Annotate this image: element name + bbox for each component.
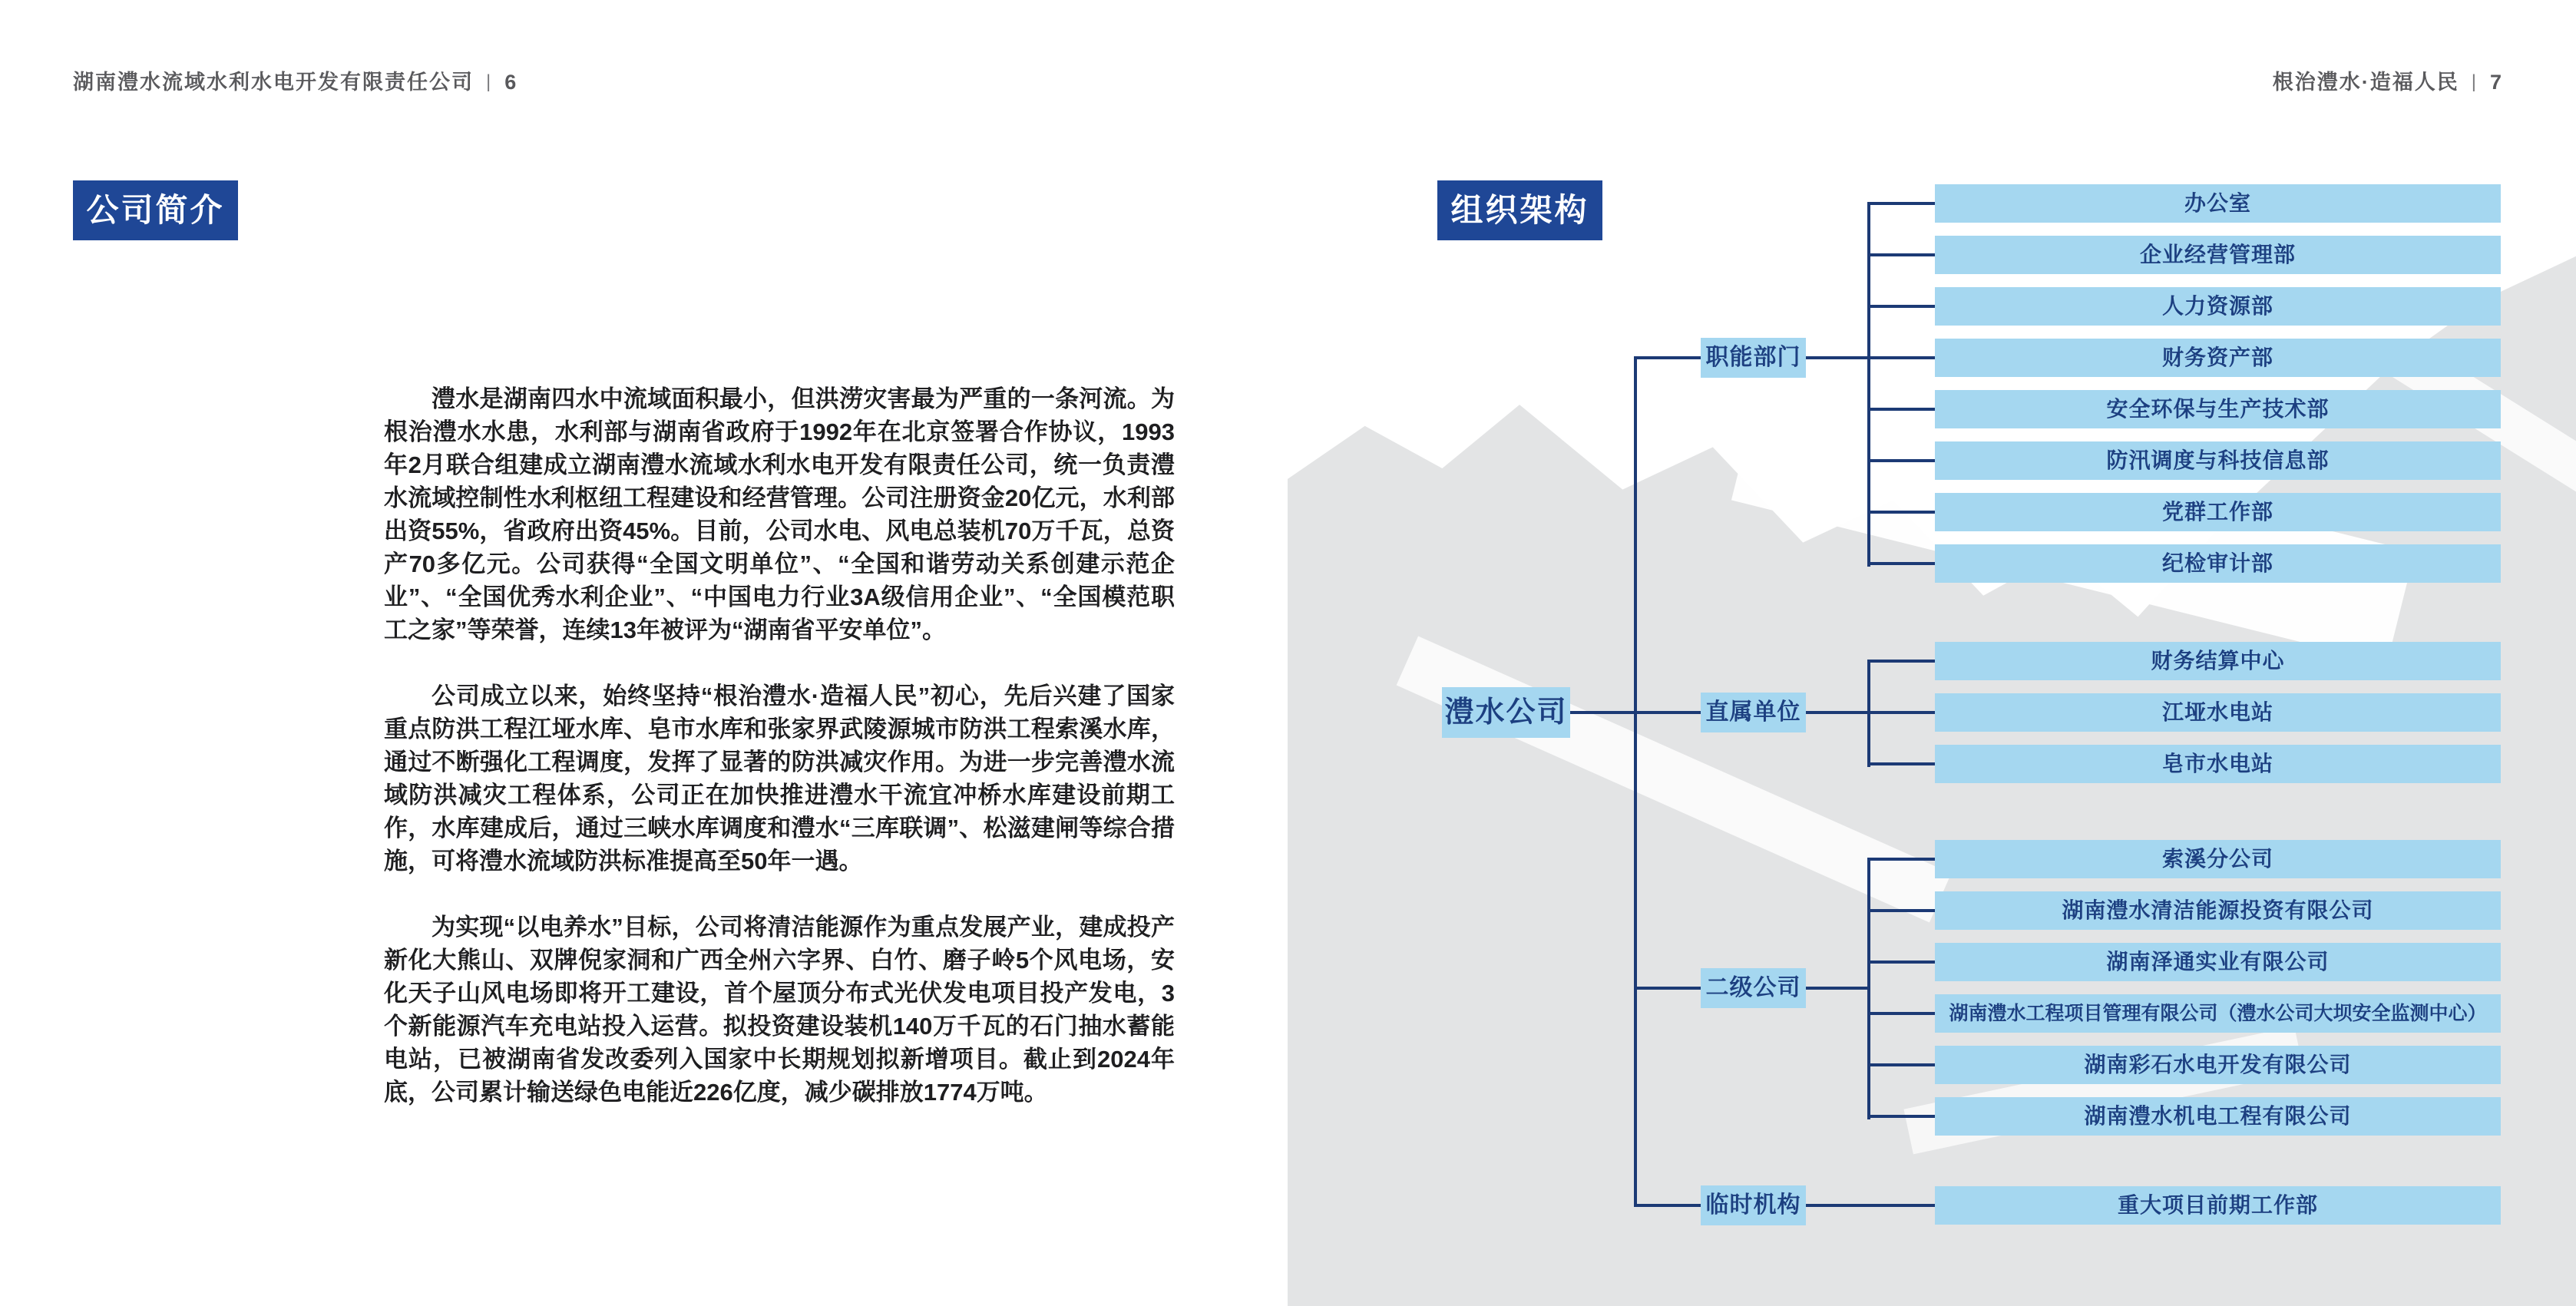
profile-paragraph-3: 为实现“以电养水”目标，公司将清洁能源作为重点发展产业，建成投产新化大熊山、双牌倪家洞和广西全州六字界、白竹、磨子岭5个风电场，安化天子山风电场即将开工建设，首个屋顶分布式光伏发电项目投产发电，3个新能源汽车充电站投入运营。拟投资建设装机140万千瓦的石门抽水蓄能电站，已被湖南省发改委列入国家中长期规划拟新增项目。截止到2024年底，公司累计输送绿色电能近226亿度，减少碳排放1774万吨。	[384, 914, 1175, 1106]
org-child-box: 安全环保与生产技术部	[1935, 390, 2501, 428]
running-head-right	[2273, 69, 2503, 95]
company-name: 湖南澧水流域水利水电开发有限责任公司	[73, 71, 474, 94]
org-trunk-line	[1634, 356, 1637, 1207]
org-child-box: 皂市水电站	[1935, 745, 2501, 783]
org-bracket-line	[1867, 858, 1870, 1119]
org-child-box: 企业经营管理部	[1935, 236, 2501, 274]
org-child-box: 索溪分公司	[1935, 840, 2501, 878]
org-child-box: 重大项目前期工作部	[1935, 1186, 2501, 1225]
org-branch-connector	[1634, 987, 1701, 990]
org-child-box: 湖南澧水清洁能源投资有限公司	[1935, 891, 2501, 930]
org-child-box: 办公室	[1935, 184, 2501, 223]
org-child-box: 防汛调度与科技信息部	[1935, 441, 2501, 480]
org-child-box: 湖南澧水机电工程有限公司	[1935, 1097, 2501, 1136]
org-branch-connector	[1634, 356, 1701, 359]
header-separator: |	[486, 71, 493, 92]
section-title-org-structure: 组织架构	[1437, 180, 1602, 240]
org-child-box: 江垭水电站	[1935, 693, 2501, 732]
org-child-box: 湖南彩石水电开发有限公司	[1935, 1046, 2501, 1084]
org-branch-connector	[1806, 711, 1869, 714]
section-title-company-profile: 公司简介	[73, 180, 238, 240]
org-branch-connector	[1806, 356, 1869, 359]
org-root-node: 澧水公司	[1442, 687, 1570, 738]
org-child-box: 财务结算中心	[1935, 642, 2501, 680]
org-child-box: 湖南澧水工程项目管理有限公司（澧水公司大坝安全监测中心）	[1935, 994, 2501, 1033]
org-group-functional-departments	[1935, 184, 2501, 583]
org-child-box: 财务资产部	[1935, 339, 2501, 377]
header-separator: |	[2471, 71, 2478, 92]
org-child-box: 纪检审计部	[1935, 544, 2501, 583]
running-head-left	[73, 69, 518, 95]
org-child-box: 湖南泽通实业有限公司	[1935, 943, 2501, 981]
org-branch-connector	[1806, 987, 1869, 990]
company-slogan: 根治澧水·造福人民	[2272, 71, 2459, 94]
org-child-box: 党群工作部	[1935, 493, 2501, 531]
org-root-connector	[1570, 711, 1701, 714]
profile-paragraph-1: 澧水是湖南四水中流域面积最小，但洪涝灾害最为严重的一条河流。为根治澧水水患，水利部与湖南省政府于1992年在北京签署合作协议，1993年2月联合组建成立湖南澧水流域水利水电开发有限责任公司，统一负责澧水流域控制性水利枢纽工程建设和经营管理。公司注册资金20亿元，水利部出资55%，省政府出资45%。目前，公司水电、风电总装机70万千瓦，总资产70多亿元。公司获得“全国文明单位”、“全国和谐劳动关系创建示范企业”、“全国优秀水利企业”、“中国电力行业3A级信用企业”、“全国模范职工之家”等荣誉，连续13年被评为“湖南省平安单位”。	[384, 385, 1175, 643]
org-node-directly-affiliated-units: 直属单位	[1701, 693, 1806, 732]
profile-paragraph-2: 公司成立以来，始终坚持“根治澧水·造福人民”初心，先后兴建了国家重点防洪工程江垭水库、皂市水库和张家界武陵源城市防洪工程索溪水库，通过不断强化工程调度，发挥了显著的防洪减灾作用。为进一步完善澧水流域防洪减灾工程体系，公司正在加快推进澧水干流宜冲桥水库建设前期工作，水库建成后，通过三峡水库调度和澧水“三库联调”、松滋建闸等综合措施，可将澧水流域防洪标准提高至50年一遇。	[384, 683, 1175, 875]
org-group-subsidiaries	[1935, 840, 2501, 1136]
org-group-temporary-bodies	[1935, 1186, 2501, 1225]
org-node-functional-departments: 职能部门	[1701, 338, 1806, 378]
page-number-right: 7	[2489, 71, 2503, 94]
org-node-subsidiaries: 二级公司	[1701, 968, 1806, 1008]
org-branch-connector	[1634, 1204, 1701, 1207]
page-number-left: 6	[504, 71, 518, 94]
org-node-temporary-bodies: 临时机构	[1701, 1185, 1806, 1225]
company-profile-text	[384, 382, 1175, 1142]
org-group-directly-affiliated-units	[1935, 642, 2501, 783]
org-child-box: 人力资源部	[1935, 287, 2501, 326]
